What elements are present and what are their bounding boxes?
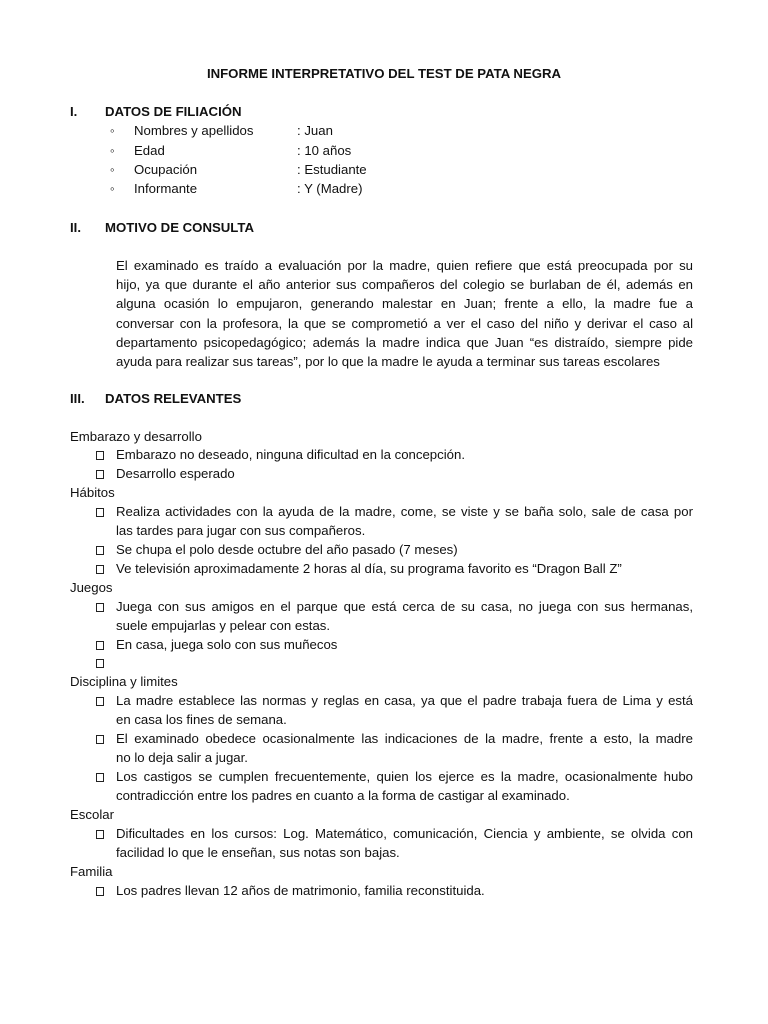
list-item-text: Los castigos se cumplen frecuentemente, quien los ejerce es la madre, ocasionalmente hubo (116, 769, 693, 784)
checkbox-icon (96, 641, 104, 650)
list-item-text: El examinado obedece ocasionalmente las indicaciones de la madre, frente a esto, la madre (116, 731, 693, 746)
list-item-text: Dificultades en los cursos: Log. Matemático, comunicación, Ciencia y ambiente, se olvida con (116, 826, 693, 841)
list-item (116, 502, 693, 540)
field-value: : 10 años (297, 143, 352, 158)
group-title-habits: Hábitos (70, 485, 115, 500)
bullet-icon: ◦ (110, 143, 115, 158)
list-item-text: Ve televisión aproximadamente 2 horas al día, su programa favorito es “Dragon Ball Z” (116, 561, 622, 576)
list-item (116, 635, 693, 654)
list-item (116, 540, 693, 559)
paragraph-line: ayuda para realizar sus tareas”, por lo que la madre le ayuda a terminar sus tareas escolares (116, 354, 660, 370)
paragraph-line: conversar con la profesora, la que se comprometió a ver el caso del niño y derivar el caso al (116, 315, 693, 331)
group-title-games: Juegos (70, 580, 113, 595)
group-title-school: Escolar (70, 807, 114, 822)
checkbox-icon (96, 603, 104, 612)
section-2-number: II. (70, 220, 81, 235)
checkbox-icon (96, 659, 104, 668)
group-title-discipline: Disciplina y limites (70, 674, 178, 689)
paragraph-line: El examinado es traído a evaluación por la madre, quien refiere que está preocupada por su (116, 258, 693, 273)
bullet-icon: ◦ (110, 181, 115, 196)
list-item-text: contradicción entre los padres en cuanto a la forma de castigar al examinado. (116, 788, 570, 803)
list-item (116, 597, 693, 635)
section-1-number: I. (70, 104, 78, 119)
field-label: Informante (134, 181, 198, 196)
bullet-icon: ◦ (110, 162, 115, 177)
list-item (116, 881, 693, 900)
paragraph-line: departamento psicopedagógico; además la madre indica que Juan “es distraído, siempre pide (116, 334, 693, 350)
list-item (116, 691, 693, 729)
document-title: INFORME INTERPRETATIVO DEL TEST DE PATA NEGRA (206, 66, 562, 81)
field-label: Nombres y apellidos (134, 123, 254, 138)
list-item-text: en casa los fines de semana. (116, 712, 287, 727)
list-item (116, 445, 693, 464)
checkbox-icon (96, 565, 104, 574)
list-item-text: facilidad lo que le enseñan, sus notas son bajas. (116, 845, 400, 860)
group-title-family: Familia (70, 864, 113, 879)
section-3-number: III. (70, 391, 85, 406)
field-label: Edad (134, 143, 165, 158)
list-item-text: Desarrollo esperado (116, 466, 235, 481)
checkbox-icon (96, 887, 104, 896)
list-item (116, 824, 693, 862)
list-item-text: suele empujarlas y pelear con estas. (116, 618, 331, 633)
list-item (116, 464, 693, 483)
field-value: : Juan (297, 123, 333, 138)
paragraph-line: hijo, ya que durante el año anterior sus compañeros del colegio se burlaban de él, además en (116, 277, 693, 293)
list-item (116, 729, 693, 767)
list-item-text: Juega con sus amigos en el parque que está cerca de su casa, no juega con sus hermanas, (116, 599, 693, 614)
section-3-heading: DATOS RELEVANTES (105, 391, 242, 406)
list-item-text: Se chupa el polo desde octubre del año pasado (7 meses) (116, 542, 458, 557)
consultation-paragraph (116, 256, 693, 371)
field-value: : Estudiante (297, 162, 367, 177)
checkbox-icon (96, 508, 104, 517)
group-title-pregnancy: Embarazo y desarrollo (70, 429, 202, 444)
checkbox-icon (96, 451, 104, 460)
section-2-heading: MOTIVO DE CONSULTA (105, 220, 254, 235)
list-item-text: La madre establece las normas y reglas en casa, ya que el padre trabaja fuera de Lima y está (116, 693, 693, 708)
list-item-text: las tardes para jugar con sus compañeros. (116, 523, 366, 538)
list-item-text: Embarazo no deseado, ninguna dificultad en la concepción. (116, 447, 465, 462)
bullet-icon: ◦ (110, 123, 115, 138)
checkbox-icon (96, 697, 104, 706)
list-item-text: no lo deja salir a jugar. (116, 750, 248, 765)
list-item (116, 559, 693, 578)
checkbox-icon (96, 830, 104, 839)
checkbox-icon (96, 470, 104, 479)
checkbox-icon (96, 773, 104, 782)
list-item (116, 767, 693, 805)
list-item-text: Realiza actividades con la ayuda de la madre, come, se viste y se baña solo, sale de casa por (116, 504, 693, 519)
checkbox-icon (96, 546, 104, 555)
list-item-text: Los padres llevan 12 años de matrimonio, familia reconstituida. (116, 883, 485, 898)
paragraph-line: alguna ocasión lo empujaron, generando malestar en Juan; frente a ello, la madre fue a (116, 296, 693, 312)
list-item-text: En casa, juega solo con sus muñecos (116, 637, 338, 652)
field-label: Ocupación (134, 162, 198, 177)
section-1-heading: DATOS DE FILIACIÓN (105, 104, 242, 119)
field-value: : Y (Madre) (297, 181, 363, 196)
checkbox-icon (96, 735, 104, 744)
